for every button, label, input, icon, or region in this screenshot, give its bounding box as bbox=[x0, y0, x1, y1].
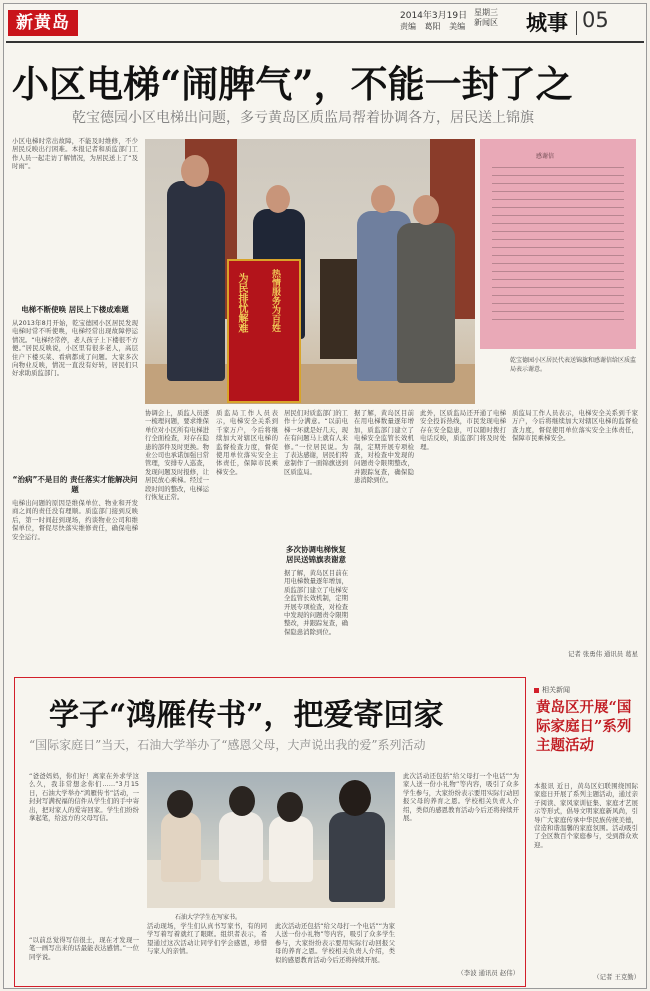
editor-line-item: 责编 bbox=[400, 22, 416, 31]
editor-line bbox=[400, 21, 471, 32]
article2-byline: （李波 通讯员 赵伟） bbox=[457, 969, 519, 977]
article1-column-6 bbox=[512, 409, 638, 674]
article2-column-2: 活动现场，学生们认真书写家书，有的同学写着写着就红了眼眶。组织者表示，希望通过这次活动让同学们学会感恩，珍惜与家人的亲情。 bbox=[147, 922, 267, 956]
section-title: 城事 bbox=[526, 10, 568, 35]
article1-paragraph: 电梯出问题的原因是维保单位、物业和开发商之间的责任没有理顺。质监部门接到反映后，第一时间赶到现场，约谈物业公司和维保单位，督促尽快落实维修责任，确保电梯安全运行。 bbox=[12, 499, 138, 541]
newspaper-logo: 新黄岛 bbox=[8, 10, 78, 36]
article1-photo-caption: 乾宝德园小区居民代表送锦旗和感谢信给区质监局表示谢意。 bbox=[510, 357, 637, 373]
article1-paragraph: 居民们对质监部门的工作十分满意。“以前电梯一坏就是好几天，现在有问题马上就有人来修。”一位居民说。为了表达感谢，居民们特意制作了一面锦旗送到区质监局。 bbox=[284, 409, 348, 476]
thank-you-letter bbox=[480, 139, 636, 349]
article1-paragraph: 据了解，黄岛区目前在用电梯数量逐年增加，质监部门建立了电梯安全监管长效机制，定期开展专项检查，对检查中发现的问题责令限期整改，并跟踪复查，确保隐患消除到位。 bbox=[284, 569, 348, 636]
article2-photo-caption: 石油大学学生在写家书。 bbox=[175, 914, 242, 921]
photo-cabinet bbox=[320, 259, 360, 359]
related-news-body: 本报讯 近日，黄岛区妇联围绕国际家庭日开展了系列主题活动，通过亲子阅读、家风家训征集、家庭才艺展示等形式，倡导文明家庭新风尚，引导广大家庭传承中华民族传统美德，营造和谐温馨的家庭氛围。活动吸引了全区数百个家庭参与，受到群众欢迎。 bbox=[534, 782, 638, 849]
related-news-label bbox=[534, 685, 570, 695]
article2-column-4 bbox=[403, 772, 519, 982]
letter-title: 感谢信 bbox=[536, 153, 555, 160]
article1-byline: 记者 张勇伟 通讯员 葛星 bbox=[568, 650, 638, 658]
photo-person-head bbox=[277, 792, 303, 822]
article1-column-3 bbox=[284, 409, 348, 674]
honor-banner bbox=[227, 259, 301, 403]
article1-subhead: 多次协调电梯恢复 居民送锦旗表谢意 bbox=[286, 545, 346, 564]
photo-person bbox=[329, 812, 385, 902]
article1-column-2b: 质监局工作人员表示，电梯安全关系到千家万户，今后将继续加大对辖区电梯的监督检查力度，督促使用单位落实安全主体责任，保障市民乘梯安全。 bbox=[216, 409, 278, 476]
article1-column-5 bbox=[420, 409, 506, 674]
photo-person bbox=[167, 181, 225, 381]
article2-subheadline: “国际家庭日”当天，石油大学举办了“感恩父母，大声说出我的爱”系列活动 bbox=[29, 738, 426, 752]
article1-subhead: “治病”不是目的 责任落实才能解决问题 bbox=[12, 475, 138, 494]
editor-line-item: 美编 bbox=[449, 22, 466, 31]
article2-column-1 bbox=[29, 772, 139, 982]
weekday: 星期三 bbox=[474, 8, 498, 17]
newspaper-page bbox=[3, 3, 647, 989]
article2-box bbox=[14, 677, 526, 987]
page-number: 05 bbox=[582, 8, 609, 32]
related-news-byline: （记者 王克勤） bbox=[593, 973, 640, 981]
photo-person bbox=[269, 816, 313, 882]
related-news-title: 黄岛区开展“国际家庭日”系列主题活动 bbox=[536, 699, 632, 754]
weekday-block bbox=[474, 8, 498, 28]
article2-headline: 学子“鸿雁传书”，把爱寄回家 bbox=[49, 698, 444, 733]
banner-text: 热情服务为百姓 bbox=[270, 269, 280, 332]
article1-paragraph: 从2013年8月开始，乾宝德园小区居民发现电梯时常不听使唤，电梯经常出现故障停运情况。“电梯经常停，老人孩子上下楼很不方便。”居民反映说，小区里有很多老人，高层住户下楼买菜、看病都成了问题。大家多次向物业反映，情况一直没有好转，居民们只好求助质监部门。 bbox=[12, 319, 138, 378]
article2-photo bbox=[147, 772, 395, 908]
related-news-marker bbox=[534, 688, 539, 693]
article1-column-1 bbox=[12, 137, 138, 675]
photo-person-head bbox=[339, 780, 371, 816]
letter-lines bbox=[492, 167, 624, 327]
article2-column-3: 此次活动还包括“给父母打一个电话”“为家人送一份小礼物”等内容，吸引了众多学生参与，大家纷纷表示要用实际行动回报父母的养育之恩。学校相关负责人介绍，类似的感恩教育活动今后还将持续开展。 bbox=[275, 922, 395, 964]
photo-person bbox=[219, 812, 263, 882]
article1-subhead: 电梯不断使唤 居民上下楼成难题 bbox=[21, 305, 129, 314]
photo-person bbox=[397, 223, 455, 383]
article1-paragraph: 质监局工作人员表示，电梯安全关系到千家万户，今后将继续加大对辖区电梯的监督检查力度，督促使用单位落实安全主体责任，保障市民乘梯安全。 bbox=[512, 409, 638, 443]
banner-text: 为民排忧解难 bbox=[236, 273, 247, 333]
photo-person-head bbox=[266, 185, 290, 213]
article1-intro: 小区电梯时常出故障，不能及时维修，不少居民反映出行困难。本报记者和质监部门工作人员一起走访了解情况，为居民送上了“及时雨”。 bbox=[12, 137, 138, 171]
article2-paragraph: 此次活动还包括“给父母打一个电话”“为家人送一份小礼物”等内容，吸引了众多学生参与，大家纷纷表示要用实际行动回报父母的养育之恩。学校相关负责人介绍，类似的感恩教育活动今后还将持续开展。 bbox=[403, 772, 519, 823]
related-news-label-text: 相关新闻 bbox=[542, 686, 570, 694]
article1-photo bbox=[145, 139, 475, 404]
article1-headline: 小区电梯“闹脾气”，不能一封了之 bbox=[12, 62, 573, 106]
issue-date: 2014年3月19日 bbox=[400, 11, 468, 21]
article1-column-2: 协调会上，质监人员逐一梳理问题，要求维保单位对小区所有电梯进行全面检查，对存在隐患的部件及时更换。物业公司也承诺加强日常管理，安排专人巡查，发现问题及时报修，让居民放心乘梯。经过一段时间的整改，电梯运行恢复正常。 bbox=[145, 409, 209, 502]
masthead-rule bbox=[6, 41, 644, 43]
masthead-divider bbox=[576, 11, 577, 35]
district-label: 新闻区 bbox=[474, 18, 498, 27]
editor-line-item: 葛阳 bbox=[424, 22, 441, 31]
article2-paragraph: “以前总觉得写信很土，现在才发现一笔一画写出来的话最能表达感情。”一位同学说。 bbox=[29, 936, 139, 961]
article2-paragraph: “爸爸妈妈，你们好！离家在外求学这么久，我非常想念你们……”3月15日，石油大学举办“鸿雁传书”活动，一封封写满祝福的信件从学生们的手中寄出，把对家人的爱寄回家。学生们纷纷拿起笔，给远方的父母写信。 bbox=[29, 772, 139, 823]
photo-person-head bbox=[371, 185, 395, 213]
photo-person-head bbox=[413, 195, 439, 225]
photo-person-head bbox=[229, 786, 255, 816]
photo-person-head bbox=[181, 155, 209, 187]
photo-person bbox=[161, 812, 201, 882]
article1-paragraph: 此外，区质监局还开通了电梯安全投诉热线，市民发现电梯存在安全隐患，可以随时拨打电话反映，质监部门将及时处理。 bbox=[420, 409, 506, 451]
article1-column-4: 据了解，黄岛区目前在用电梯数量逐年增加，质监部门建立了电梯安全监管长效机制，定期开展专项检查，对检查中发现的问题责令限期整改，并跟踪复查，确保隐患消除到位。 bbox=[354, 409, 414, 485]
masthead bbox=[4, 4, 646, 44]
photo-person-head bbox=[167, 790, 193, 818]
article1-subheadline: 乾宝德园小区电梯出问题，多亏黄岛区质监局帮着协调各方，居民送上锦旗 bbox=[72, 110, 534, 126]
